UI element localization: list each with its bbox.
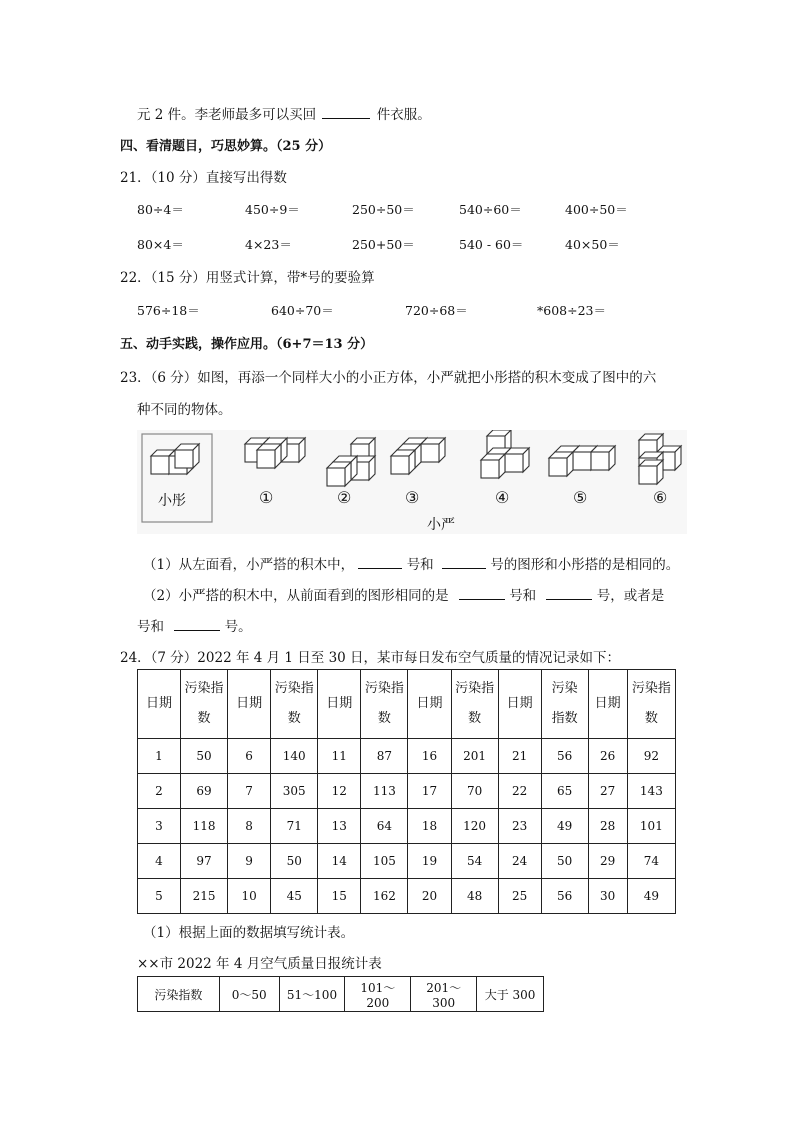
- header-index: 污染指 数: [627, 670, 675, 739]
- date-cell: 21: [498, 739, 541, 774]
- date-cell: 13: [318, 809, 361, 844]
- date-cell: 5: [138, 879, 181, 914]
- q21-item: 80÷4＝: [137, 202, 184, 217]
- header-index: 污染 指数: [541, 670, 588, 739]
- index-cell: 162: [361, 879, 408, 914]
- shape-1-cubes: [245, 438, 305, 468]
- index-cell: 118: [180, 809, 227, 844]
- shape-2-cubes: [327, 438, 375, 486]
- q23-sub2-cont: 号和 号。: [137, 615, 252, 635]
- q23-sub2: （2）小严搭的积木中，从前面看到的图形相同的是 号和 号，或者是: [143, 584, 664, 604]
- index-cell: 215: [180, 879, 227, 914]
- q23-title-line1: 23．（6 分）如图，再添一个同样大小的小正方体，小严就把小彤搭的积木变成了图中的六: [120, 370, 657, 386]
- shape-5-cubes: [549, 446, 615, 476]
- q22-item: *608÷23＝: [537, 303, 606, 318]
- stats-header-cell: 0～50: [219, 977, 279, 1012]
- date-cell: 10: [228, 879, 271, 914]
- date-cell: 12: [318, 774, 361, 809]
- index-cell: 50: [271, 844, 318, 879]
- header-date: 日期: [408, 670, 451, 739]
- stats-header-row: [138, 977, 544, 1012]
- date-cell: 23: [498, 809, 541, 844]
- shape-label: ①: [259, 488, 274, 507]
- index-cell: 65: [541, 774, 588, 809]
- air-quality-stats-table: [137, 976, 544, 1012]
- date-cell: 11: [318, 739, 361, 774]
- date-cell: 27: [588, 774, 627, 809]
- index-cell: 48: [451, 879, 498, 914]
- q21-item: 40×50＝: [565, 237, 620, 252]
- answer-blank[interactable]: [546, 585, 592, 600]
- index-cell: 45: [271, 879, 318, 914]
- index-cell: 101: [627, 809, 675, 844]
- answer-blank[interactable]: [322, 104, 370, 119]
- stats-table-title: ××市 2022 年 4 月空气质量日报统计表: [137, 956, 382, 972]
- header-date: 日期: [228, 670, 271, 739]
- index-cell: 97: [180, 844, 227, 879]
- table-row: [138, 879, 676, 914]
- q21-item: 450÷9＝: [245, 202, 300, 217]
- date-cell: 1: [138, 739, 181, 774]
- date-cell: 2: [138, 774, 181, 809]
- index-cell: 71: [271, 809, 318, 844]
- date-cell: 26: [588, 739, 627, 774]
- date-cell: 6: [228, 739, 271, 774]
- table-row: [138, 739, 676, 774]
- q21-item: 4×23＝: [245, 237, 292, 252]
- header-index: 污染指 数: [271, 670, 318, 739]
- stats-header-cell: 大于 300: [477, 977, 544, 1012]
- shape-4-cubes: [481, 430, 529, 478]
- date-cell: 8: [228, 809, 271, 844]
- date-cell: 20: [408, 879, 451, 914]
- date-cell: 16: [408, 739, 451, 774]
- index-cell: 201: [451, 739, 498, 774]
- index-cell: 87: [361, 739, 408, 774]
- q23-title-line2: 种不同的物体。: [137, 402, 232, 418]
- cube-drawings: [137, 430, 687, 534]
- index-cell: 305: [271, 774, 318, 809]
- date-cell: 14: [318, 844, 361, 879]
- shape-label: ③: [405, 488, 420, 507]
- index-cell: 105: [361, 844, 408, 879]
- q21-item: 80×4＝: [137, 237, 184, 252]
- table-row: [138, 844, 676, 879]
- q21-item: 250÷50＝: [352, 202, 415, 217]
- table-row: [138, 809, 676, 844]
- stats-header-cell: 201～300: [411, 977, 477, 1012]
- answer-blank[interactable]: [174, 616, 220, 631]
- header-date: 日期: [588, 670, 627, 739]
- index-cell: 50: [541, 844, 588, 879]
- xiaoyan-label: 小严: [427, 517, 455, 533]
- q21-item: 540 - 60＝: [459, 237, 524, 252]
- date-cell: 3: [138, 809, 181, 844]
- date-cell: 30: [588, 879, 627, 914]
- q24-title: 24．（7 分）2022 年 4 月 1 日至 30 日，某市每日发布空气质量的情况记录如下：: [120, 650, 621, 666]
- q23-sub1: （1）从左面看，小严搭的积木中， 号和 号的图形和小彤搭的是相同的。: [143, 553, 679, 573]
- index-cell: 69: [180, 774, 227, 809]
- index-cell: 64: [361, 809, 408, 844]
- shape-label: ②: [337, 488, 352, 507]
- date-cell: 18: [408, 809, 451, 844]
- table-row: [138, 774, 676, 809]
- index-cell: 49: [541, 809, 588, 844]
- answer-blank[interactable]: [459, 585, 505, 600]
- index-cell: 120: [451, 809, 498, 844]
- index-cell: 49: [627, 879, 675, 914]
- q22-item: 576÷18＝: [137, 303, 200, 318]
- shape-3-cubes: [391, 438, 445, 474]
- shape-6-cubes: [639, 434, 681, 484]
- header-date: 日期: [138, 670, 181, 739]
- index-cell: 56: [541, 739, 588, 774]
- header-date: 日期: [498, 670, 541, 739]
- stats-header-cell: 101～200: [345, 977, 411, 1012]
- air-quality-records-table: [137, 669, 676, 914]
- index-cell: 74: [627, 844, 675, 879]
- q21-item: 250+50＝: [352, 237, 415, 252]
- q22-item: 720÷68＝: [405, 303, 468, 318]
- index-cell: 70: [451, 774, 498, 809]
- carryover-line: 元 2 件。李老师最多可以买回 件衣服。: [137, 103, 431, 123]
- answer-blank[interactable]: [358, 554, 402, 569]
- shape-label: ⑤: [573, 488, 588, 507]
- stats-header-cell: 51～100: [279, 977, 345, 1012]
- xiaotong-label: 小彤: [158, 493, 186, 509]
- date-cell: 17: [408, 774, 451, 809]
- date-cell: 24: [498, 844, 541, 879]
- date-cell: 19: [408, 844, 451, 879]
- cube-figure: [137, 430, 687, 534]
- section-4-heading: 四、看清题目，巧思妙算。（25 分）: [120, 139, 332, 154]
- date-cell: 7: [228, 774, 271, 809]
- index-cell: 143: [627, 774, 675, 809]
- date-cell: 4: [138, 844, 181, 879]
- index-cell: 50: [180, 739, 227, 774]
- q22-item: 640÷70＝: [271, 303, 334, 318]
- stats-header-cell: 污染指数: [138, 977, 220, 1012]
- date-cell: 28: [588, 809, 627, 844]
- index-cell: 54: [451, 844, 498, 879]
- q21-item: 400÷50＝: [565, 202, 628, 217]
- date-cell: 9: [228, 844, 271, 879]
- header-index: 污染指 数: [451, 670, 498, 739]
- date-cell: 25: [498, 879, 541, 914]
- date-cell: 15: [318, 879, 361, 914]
- header-date: 日期: [318, 670, 361, 739]
- index-cell: 113: [361, 774, 408, 809]
- header-index: 污染指 数: [180, 670, 227, 739]
- q24-sub1: （1）根据上面的数据填写统计表。: [143, 925, 355, 941]
- table-header-row: [138, 670, 676, 739]
- q22-title: 22．（15 分）用竖式计算，带*号的要验算: [120, 270, 375, 286]
- date-cell: 29: [588, 844, 627, 879]
- date-cell: 22: [498, 774, 541, 809]
- shape-label: ④: [495, 488, 510, 507]
- q21-title: 21．（10 分）直接写出得数: [120, 170, 287, 186]
- section-5-heading: 五、动手实践，操作应用。（6+7＝13 分）: [120, 337, 374, 352]
- index-cell: 140: [271, 739, 318, 774]
- q21-item: 540÷60＝: [459, 202, 522, 217]
- shape-label: ⑥: [653, 488, 668, 507]
- index-cell: 56: [541, 879, 588, 914]
- index-cell: 92: [627, 739, 675, 774]
- answer-blank[interactable]: [442, 554, 486, 569]
- header-index: 污染指 数: [361, 670, 408, 739]
